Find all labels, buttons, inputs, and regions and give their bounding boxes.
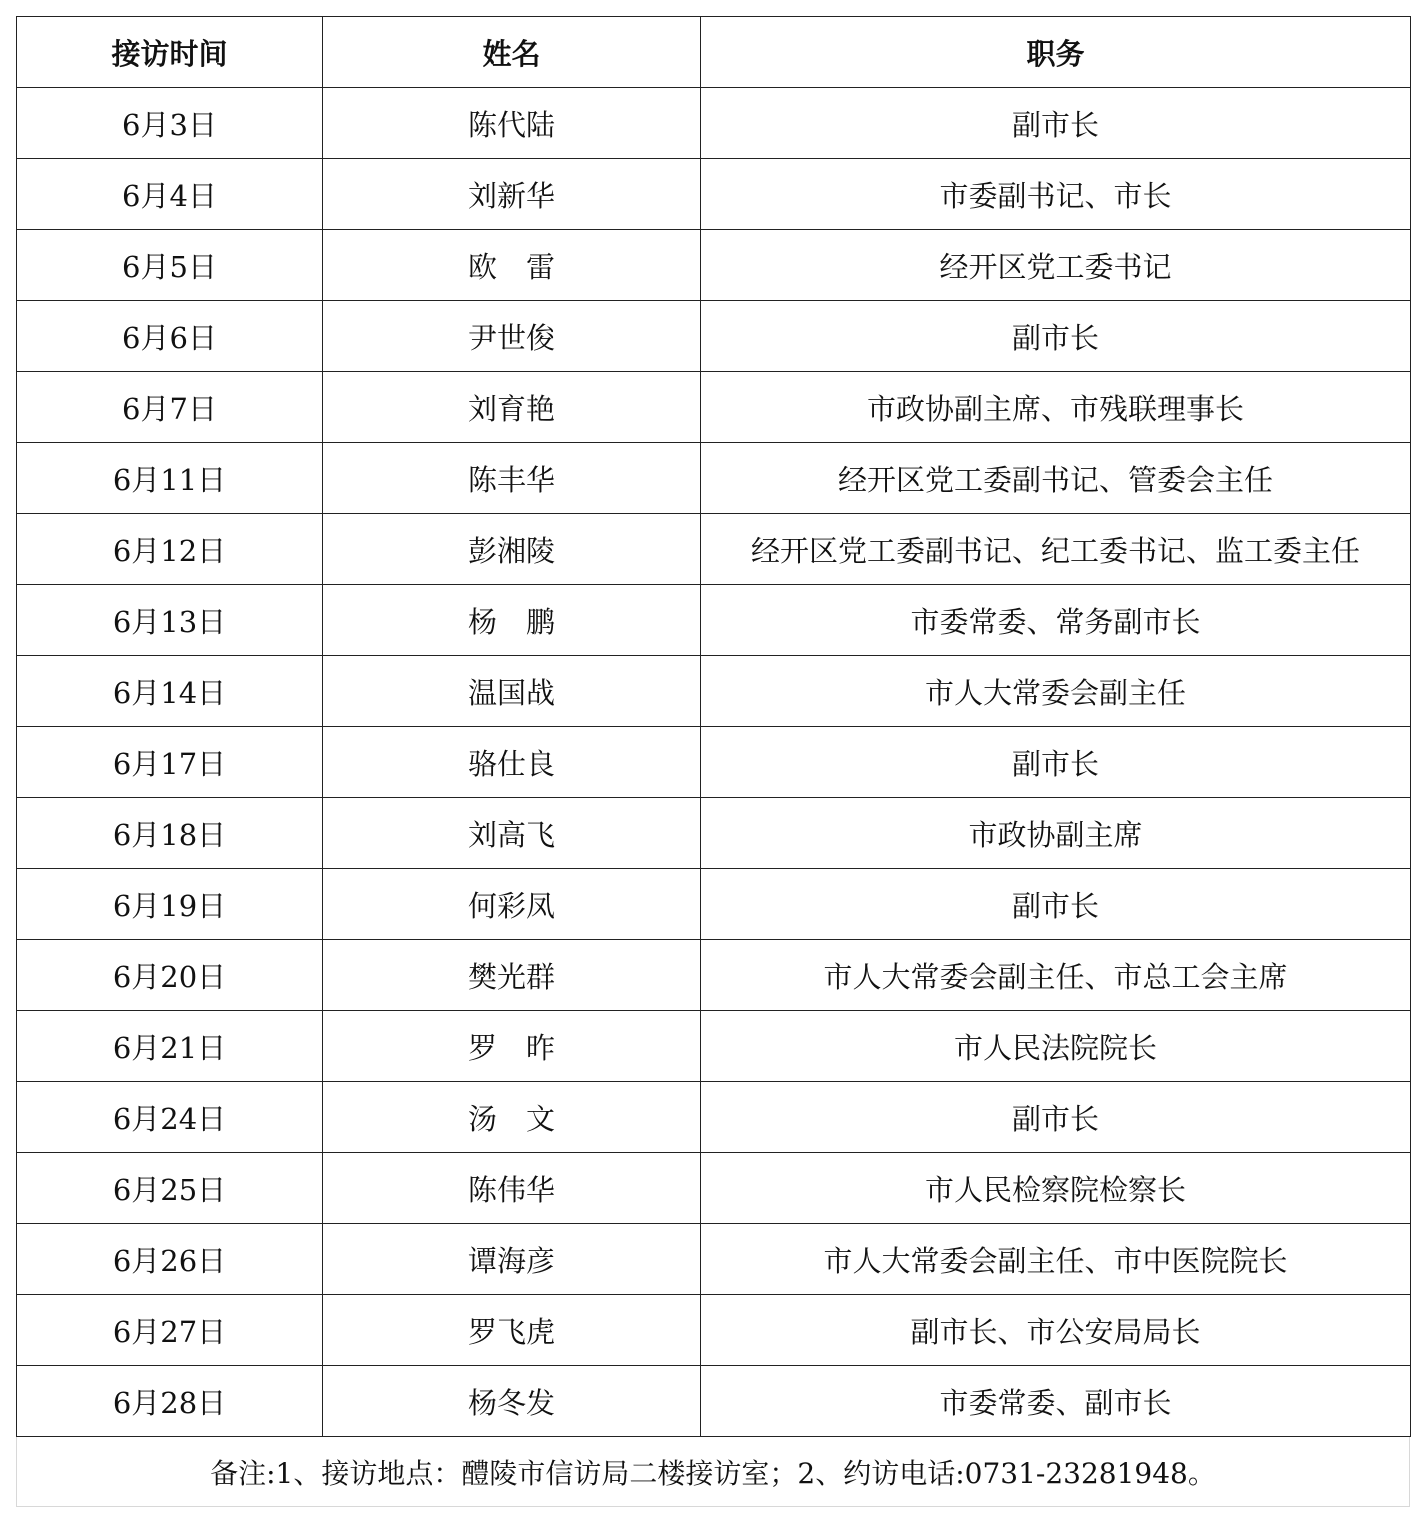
cell-date: 6月3日 — [17, 88, 323, 159]
cell-name: 罗飞虎 — [323, 1295, 701, 1366]
cell-role: 市委常委、副市长 — [701, 1366, 1411, 1437]
cell-name: 陈代陆 — [323, 88, 701, 159]
reception-schedule-table — [16, 16, 1411, 1437]
table-row — [17, 1366, 1411, 1437]
cell-name: 樊光群 — [323, 940, 701, 1011]
table-row — [17, 443, 1411, 514]
cell-name: 尹世俊 — [323, 301, 701, 372]
cell-name: 刘育艳 — [323, 372, 701, 443]
table-row — [17, 656, 1411, 727]
column-header-name: 姓名 — [323, 17, 701, 88]
cell-role: 副市长 — [701, 88, 1411, 159]
cell-date: 6月17日 — [17, 727, 323, 798]
cell-role: 副市长 — [701, 727, 1411, 798]
table-row — [17, 869, 1411, 940]
cell-role: 市人民检察院检察长 — [701, 1153, 1411, 1224]
cell-date: 6月5日 — [17, 230, 323, 301]
cell-name: 杨 鹏 — [323, 585, 701, 656]
cell-role: 市政协副主席 — [701, 798, 1411, 869]
table-row — [17, 1224, 1411, 1295]
cell-name: 陈丰华 — [323, 443, 701, 514]
table-row — [17, 159, 1411, 230]
cell-date: 6月24日 — [17, 1082, 323, 1153]
table-row — [17, 727, 1411, 798]
cell-role: 副市长 — [701, 301, 1411, 372]
cell-date: 6月11日 — [17, 443, 323, 514]
table-row — [17, 230, 1411, 301]
column-header-date: 接访时间 — [17, 17, 323, 88]
cell-date: 6月14日 — [17, 656, 323, 727]
cell-name: 谭海彦 — [323, 1224, 701, 1295]
cell-role: 市委常委、常务副市长 — [701, 585, 1411, 656]
cell-name: 彭湘陵 — [323, 514, 701, 585]
column-header-role: 职务 — [701, 17, 1411, 88]
cell-role: 副市长 — [701, 869, 1411, 940]
cell-role: 副市长 — [701, 1082, 1411, 1153]
cell-role: 经开区党工委书记 — [701, 230, 1411, 301]
cell-date: 6月12日 — [17, 514, 323, 585]
header-row — [17, 17, 1411, 88]
table-row — [17, 301, 1411, 372]
footnote: 备注:1、接访地点：醴陵市信访局二楼接访室；2、约访电话:0731-23281948。 — [16, 1437, 1410, 1507]
cell-name: 欧 雷 — [323, 230, 701, 301]
cell-name: 陈伟华 — [323, 1153, 701, 1224]
cell-role: 经开区党工委副书记、管委会主任 — [701, 443, 1411, 514]
cell-date: 6月21日 — [17, 1011, 323, 1082]
cell-role: 市委副书记、市长 — [701, 159, 1411, 230]
table-row — [17, 1295, 1411, 1366]
cell-date: 6月13日 — [17, 585, 323, 656]
cell-date: 6月25日 — [17, 1153, 323, 1224]
cell-role: 副市长、市公安局局长 — [701, 1295, 1411, 1366]
schedule-sheet — [16, 16, 1410, 1507]
cell-role: 市人民法院院长 — [701, 1011, 1411, 1082]
table-row — [17, 1011, 1411, 1082]
cell-name: 杨冬发 — [323, 1366, 701, 1437]
table-row — [17, 1082, 1411, 1153]
table-row — [17, 372, 1411, 443]
cell-name: 罗 昨 — [323, 1011, 701, 1082]
table-row — [17, 514, 1411, 585]
cell-role: 经开区党工委副书记、纪工委书记、监工委主任 — [701, 514, 1411, 585]
table-row — [17, 798, 1411, 869]
cell-date: 6月20日 — [17, 940, 323, 1011]
cell-role: 市人大常委会副主任、市中医院院长 — [701, 1224, 1411, 1295]
table-row — [17, 585, 1411, 656]
cell-name: 刘新华 — [323, 159, 701, 230]
cell-date: 6月18日 — [17, 798, 323, 869]
cell-name: 何彩凤 — [323, 869, 701, 940]
cell-date: 6月6日 — [17, 301, 323, 372]
cell-name: 温国战 — [323, 656, 701, 727]
cell-date: 6月26日 — [17, 1224, 323, 1295]
cell-date: 6月4日 — [17, 159, 323, 230]
cell-date: 6月28日 — [17, 1366, 323, 1437]
cell-date: 6月19日 — [17, 869, 323, 940]
cell-role: 市政协副主席、市残联理事长 — [701, 372, 1411, 443]
cell-name: 刘高飞 — [323, 798, 701, 869]
cell-date: 6月7日 — [17, 372, 323, 443]
cell-role: 市人大常委会副主任、市总工会主席 — [701, 940, 1411, 1011]
table-row — [17, 88, 1411, 159]
cell-name: 骆仕良 — [323, 727, 701, 798]
cell-role: 市人大常委会副主任 — [701, 656, 1411, 727]
cell-date: 6月27日 — [17, 1295, 323, 1366]
table-row — [17, 940, 1411, 1011]
table-row — [17, 1153, 1411, 1224]
cell-name: 汤 文 — [323, 1082, 701, 1153]
